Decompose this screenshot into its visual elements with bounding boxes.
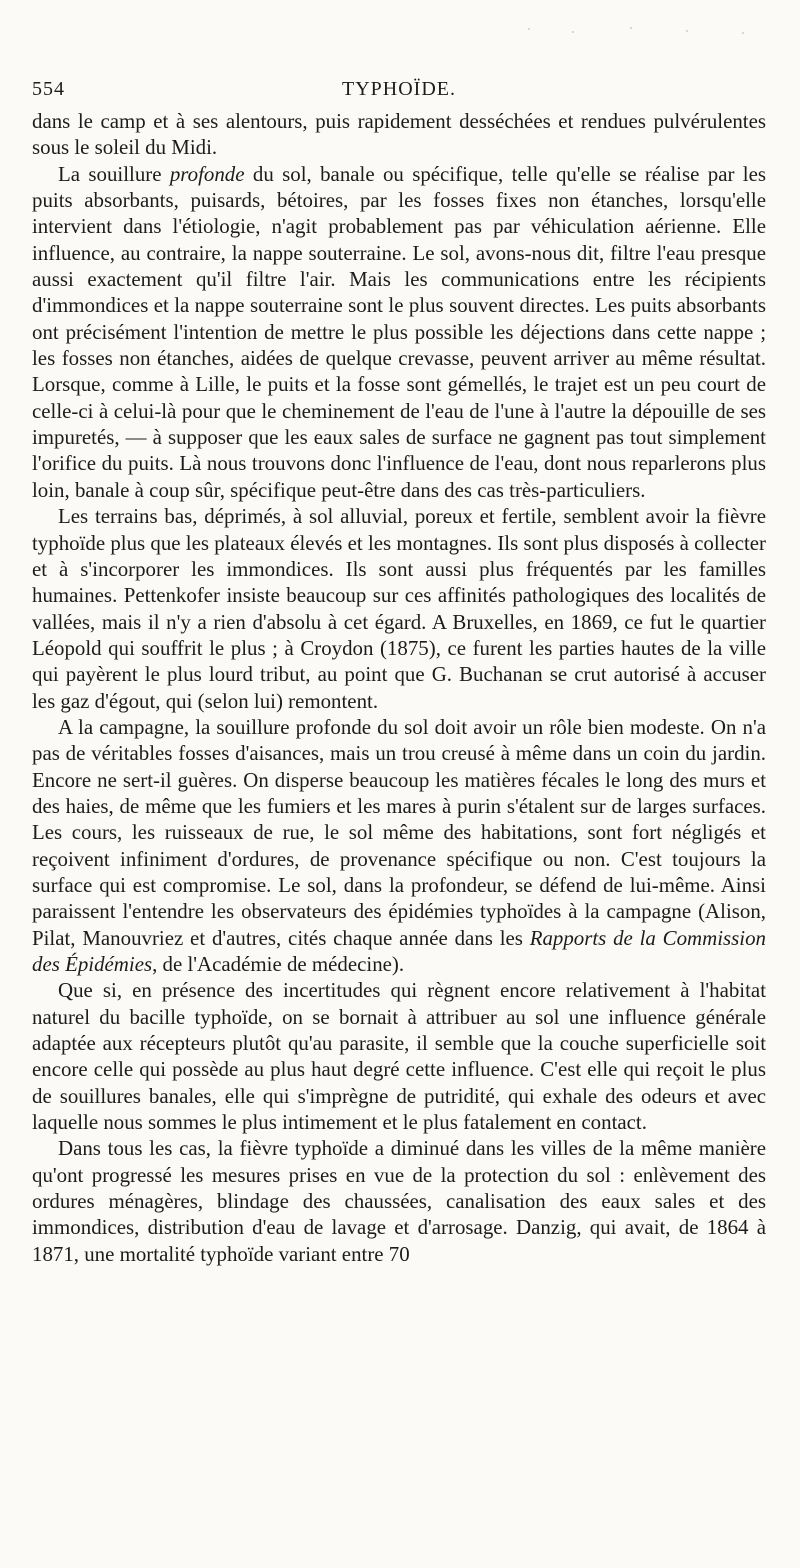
- text-segment: du sol, banale ou spécifique, telle qu'elle se réalise par les puits absorbants, puisards, bétoires, par les fosses fixes non étanches, lorsqu'elle intervient dans l'étiologie, n'agit probablement pas par véhiculation aérienne. Elle influence, au contraire, la nappe souterraine. Le sol, avons-nous dit, filtre l'eau presque aussi exactement qu'il filtre l'air. Mais les communications entre les récipients d'immondices et la nappe souterraine sont le plus souvent directes. Les puits absorbants ont précisément l'intention de mettre le plus possible les déjections dans cette nappe ; les fosses non étanches, aidées de quelque crevasse, peuvent arriver au même résultat. Lorsque, comme à Lille, le puits et la fosse sont gémellés, le trajet est un peu court de celle-ci à celui-là pour que le cheminement de l'eau de l'une à l'autre la dépouille de ses impuretés, — à supposer que les eaux sales de surface ne gagnent pas tout simplement l'orifice du puits. Là nous trouvons donc l'influence de l'eau, dont nous reparlerons plus loin, banale à coup sûr, spécifique peut-être dans des cas très-particuliers.: [32, 161, 766, 502]
- paragraph: [32, 1135, 766, 1267]
- paragraph: [32, 977, 766, 1135]
- page-number: 554: [32, 78, 65, 100]
- running-title: TYPHOÏDE.: [342, 78, 456, 100]
- text-segment: Que si, en présence des incertitudes qui règnent encore relativement à l'habitat naturel du bacille typhoïde, on se bornait à attribuer au sol une influence générale adaptée aux récepteurs plutôt qu'au parasite, il semble que la couche superficielle soit encore celle qui possède au plus haut degré cette influence. C'est elle qui reçoit le plus de souillures banales, elle qui s'imprègne de putridité, qui exhale des odeurs et avec laquelle nous sommes le plus intimement et le plus fatalement en contact.: [32, 978, 766, 1135]
- text-segment: , de l'Académie de médecine).: [152, 952, 405, 976]
- paragraph: [32, 503, 766, 714]
- italic-text: Rapports de la Commission des Épidémies: [32, 925, 766, 976]
- text-segment: La souillure: [58, 161, 170, 186]
- scan-speck: [572, 31, 574, 33]
- text-segment: Les terrains bas, déprimés, à sol alluvial, poreux et fertile, semblent avoir la fièvre typhoïde plus que les plateaux élevés et les montagnes. Ils sont plus disposés à collecter et à s'incorporer les immondices. Ils sont aussi plus fréquentés par les familles humaines. Pettenkofer insiste beaucoup sur ces affinités pathologiques des localités de vallées, mais il n'y a rien d'absolu à cet égard. A Bruxelles, en 1869, ce fut le quartier Léopold qui souffrit le plus ; à Croydon (1875), ce furent les parties hautes de la ville qui payèrent le plus lourd tribut, au point que G. Buchanan se crut autorisé à accuser les gaz d'égout, qui (selon lui) remontent.: [32, 504, 766, 713]
- scan-noise: [510, 26, 770, 36]
- page-header: [32, 78, 766, 108]
- text-segment: Dans tous les cas, la fièvre typhoïde a diminué dans les villes de la même manière qu'ont progressé les mesures prises en vue de la protection du sol : enlèvement des ordures ménagères, blindage des chaussées, canalisation des eaux sales et des immondices, distribution d'eau de lavage et d'arrosage. Danzig, qui avait, de 1864 à 1871, une mortalité typhoïde variant entre 70: [32, 1136, 766, 1266]
- body-text: [32, 108, 766, 1267]
- paragraph: [32, 714, 766, 977]
- scan-speck: [630, 27, 632, 29]
- paragraph: [32, 108, 766, 161]
- text-segment: A la campagne, la souillure profonde du sol doit avoir un rôle bien modeste. On n'a pas de véritables fosses d'aisances, mais un trou creusé à même dans un coin du jardin. Encore ne sert-il guères. On disperse beaucoup les matières fécales le long des murs et des haies, de même que les fumiers et les mares à purin s'étalent sur de larges surfaces. Les cours, les ruisseaux de rue, le sol même des habitations, sont fort négligés et reçoivent infiniment d'ordures, de provenance spécifique ou non. C'est toujours la surface qui est compromise. Le sol, dans la profondeur, se défend de lui-même. Ainsi paraissent l'entendre les observateurs des épidémies typhoïdes à la campagne (Alison, Pilat, Manouvriez et d'autres, cités chaque année dans les: [32, 714, 766, 950]
- scan-speck: [742, 32, 744, 34]
- scan-speck: [528, 28, 530, 30]
- paragraph: [32, 161, 766, 503]
- italic-text: profonde: [169, 161, 245, 186]
- text-segment: dans le camp et à ses alentours, puis rapidement desséchées et rendues pulvérulentes sous le soleil du Midi.: [32, 109, 766, 160]
- scan-speck: [686, 30, 688, 32]
